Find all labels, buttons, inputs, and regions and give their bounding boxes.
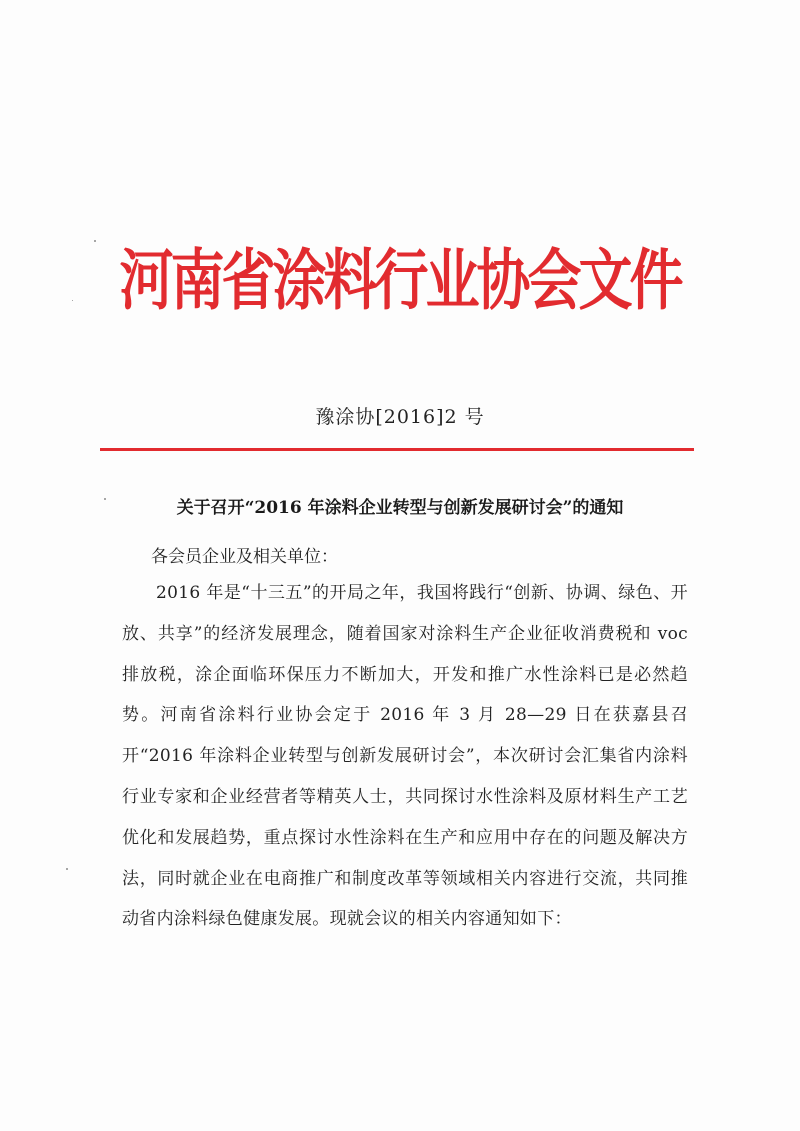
document-number: 豫涂协[2016]2 号 [315, 406, 485, 428]
notice-title: 关于召开“2016 年涂料企业转型与创新发展研讨会”的通知 [176, 498, 624, 518]
body-paragraph: 2016 年是“十三五”的开局之年，我国将践行“创新、协调、绿色、开放、共享”的经济发展理念，随着国家对涂料生产企业征收消费税和 voc 排放税，涂企面临环保压力不断加大，开发和推广水性涂料已是必然趋势。河南省涂料行业协会定于 2016 年 3 月 28—29 日在获嘉县召开“2016 年涂料企业转型与创新发展研讨会”，本次研讨会汇集省内涂料行业专家和企业经营者等精英人士，共同探讨水性涂料及原材料生产工艺优化和发展趋势，重点探讨水性涂料在生产和应用中存在的问题及解决方法，同时就企业在电商推广和制度改革等领域相关内容进行交流，共同推动省内涂料绿色健康发展。现就会议的相关内容通知如下： [122, 583, 688, 930]
scan-speck [94, 240, 96, 242]
document-header-title: 河南省涂料行业协会文件 [119, 241, 681, 319]
header-divider [100, 448, 694, 451]
salutation: 各会员企业及相关单位： [151, 547, 338, 567]
scan-speck [72, 300, 73, 301]
scan-speck [66, 868, 68, 870]
scan-speck [104, 498, 106, 500]
